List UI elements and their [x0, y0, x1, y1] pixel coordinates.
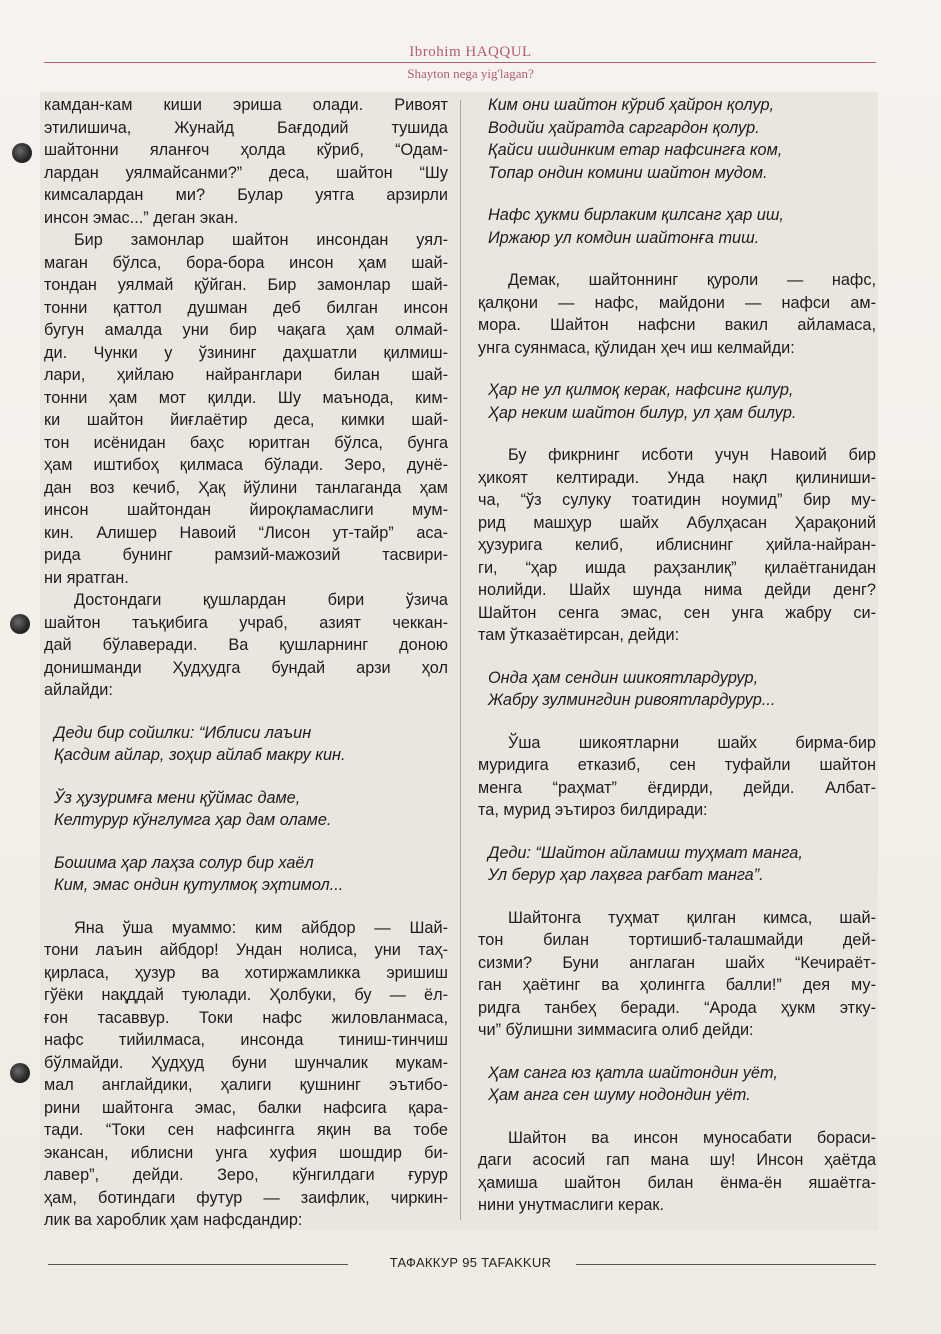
verse-line: Жабру зулмингдин ривоятлардурур...	[488, 691, 776, 709]
text-line: рини шайтонга эмас, балки нафсига қара-	[44, 1098, 448, 1117]
left-column	[44, 94, 448, 1232]
text-line: нолийди. Шайх шунда нима дейди денг?	[478, 581, 876, 599]
text-line: ҳамиша шайтон билан ёнма-ён яшаётга-	[478, 1173, 876, 1192]
verse-line: Қасдим айлар, зоҳир айлаб макру кин.	[54, 746, 346, 764]
verse-stanza	[44, 722, 448, 767]
verse-line: Ул берур ҳар лаҳвга рағбат манга”.	[488, 866, 764, 884]
paragraph	[44, 917, 448, 1232]
text-line: этилишича, Жунайд Бағдодий тушида	[44, 118, 448, 137]
verse-line: Ким они шайтон кўриб ҳайрон қолур,	[488, 96, 775, 114]
text-line: лари, ҳийлаю найранглари билан шай-	[44, 366, 448, 384]
text-line: мал англайдики, ҳалиги қушнинг эътибо-	[44, 1076, 448, 1094]
verse-line: Ҳар неким шайтон билур, ул ҳам билур.	[488, 403, 797, 422]
column-divider	[460, 100, 461, 1220]
verse-line: Ҳам санга юз қатла шайтондин уёт,	[488, 1063, 778, 1082]
text-line: ча, “ўз сулуку тоатидин ноумид” бир му-	[478, 491, 876, 509]
text-line: шайтонни яланғоч ҳолда кўриб, “Одам-	[44, 141, 448, 159]
text-line: Шайтон сенга эмас, сен унга жабру си-	[478, 603, 876, 622]
paragraph	[478, 269, 876, 359]
text-line: бўлмайди. Ҳудҳуд буни шунчалик мукам-	[44, 1053, 448, 1072]
text-line: ғон тасаввур. Токи нафс жиловланмаса,	[44, 1008, 448, 1027]
text-line: нафс тийилмаса, инсонда тиниш-тинчиш	[44, 1031, 448, 1049]
text-line: экансан, иблисни унга хуфия шошдир би-	[44, 1143, 448, 1162]
text-line: нини унутмаслиги керак.	[478, 1196, 665, 1214]
verse-stanza	[478, 379, 876, 424]
text-line: тонни ҳам мот қилди. Шу маънода, ким-	[44, 388, 448, 407]
verse-line: Нафс ҳукми бирлаким қилсанг ҳар иш,	[488, 206, 784, 224]
verse-line: Деди: “Шайтон айламиш туҳмат манга,	[488, 843, 803, 862]
verse-line: Ҳар не ул қилмоқ керак, нафсинг қилур,	[488, 381, 794, 399]
text-line: лардан уялмайсанми?” деса, шайтон “Шу	[44, 163, 448, 182]
header-subtitle: Shayton nega yig'lagan?	[407, 66, 534, 81]
verse-line: Ким, эмас ондин қутулмоқ эҳтимол...	[54, 876, 344, 894]
text-line: Достондаги қушлардан бири ўзича	[74, 591, 448, 609]
verse-line: Келтурур кўнглумга ҳар дам оламе.	[54, 811, 332, 829]
paragraph	[44, 94, 448, 229]
text-line: Бу фикрнинг исботи учун Навоий бир	[508, 446, 876, 464]
text-line: кимсалардан ми? Булар уятга арзирли	[44, 186, 448, 204]
verse-line: Топар ондин комини шайтон мудом.	[488, 163, 768, 182]
text-line: Бир замонлар шайтон инсондан уял-	[74, 231, 448, 249]
text-line: камдан-кам киши эриша олади. Ривоят	[44, 96, 448, 114]
text-line: тади. “Токи сен нафсингга яқин ва тобе	[44, 1121, 448, 1139]
text-line: ҳузурига келиб, иблиснинг ҳийла-найран-	[478, 536, 876, 554]
text-line: та, мурид эътироз билдиради:	[478, 801, 708, 819]
verse-stanza	[478, 204, 876, 249]
binder-hole	[10, 614, 30, 634]
header-author: Ibrohim HAQQUL	[409, 44, 532, 60]
text-line: ҳикоят келтиради. Унда нақл қилиниши-	[478, 468, 876, 487]
text-line: менга “раҳмат” ёғдирди, дейди. Албат-	[478, 778, 876, 797]
verse-stanza	[478, 842, 876, 887]
text-line: Демак, шайтоннинг қуроли — нафс,	[508, 271, 876, 289]
paragraph	[478, 444, 876, 647]
binder-hole	[12, 143, 32, 163]
text-line: ҳам иштибоҳ қилмаса бўлади. Зеро, дунё-	[44, 456, 448, 474]
text-line: ки шайтон йиғлаётир деса, кимки шай-	[44, 411, 448, 429]
text-line: ган ҳаётинг ва ҳолингга балли!” дея му-	[478, 976, 876, 994]
text-line: ҳам, ботиндаги футур — заифлик, чиркин-	[44, 1188, 448, 1207]
paragraph	[478, 732, 876, 822]
text-line: чи” бўлишни зиммасига олиб дейди:	[478, 1021, 754, 1039]
text-line: қирласа, ҳузур ва хотиржамликка эришиш	[44, 963, 448, 982]
text-line: кин. Алишер Навоий “Лисон ут-тайр” аса-	[44, 523, 448, 542]
text-line: Шайтон ва инсон муносабати бораси-	[508, 1128, 876, 1147]
footer-page-number: ТАФАККУР 95 TAFAKKUR	[389, 1255, 552, 1270]
text-line: Шайтонга туҳмат қилган кимса, шай-	[508, 908, 876, 927]
text-line: инсон эмас...” деган экан.	[44, 208, 239, 227]
text-line: тон исёнидан баҳс юритган бўлса, бунга	[44, 433, 448, 452]
text-line: лик ва хароблик ҳам нафсдандир:	[44, 1211, 303, 1229]
verse-line: Бошима ҳар лаҳза солур бир хаёл	[54, 853, 314, 872]
text-line: даги асосий гап мана шу! Инсон ҳаётда	[478, 1151, 876, 1169]
right-column	[478, 94, 876, 1217]
text-line: бугун амалда уни бир чақага ҳам олмай-	[44, 321, 448, 339]
text-line: тон билан тортишиб-талашмайди дей-	[478, 931, 876, 949]
verse-line: Ҳам анга сен шуму нодондин уёт.	[488, 1086, 751, 1104]
verse-line: Ўз ҳузуримға мени қўймас даме,	[54, 788, 301, 807]
text-line: ди. Чунки у ўзининг даҳшатли қилмиш-	[44, 343, 448, 362]
text-line: ридга танбеҳ беради. “Арода ҳукм этку-	[478, 998, 876, 1017]
verse-line: Водийи ҳайратда саргардон қолур.	[488, 118, 760, 137]
text-line: ги, “ҳар ишда раҳзанлиқ” қилаётганидан	[478, 558, 876, 577]
text-line: Ўша шикоятларни шайх бирма-бир	[508, 733, 876, 752]
verse-stanza	[478, 1062, 876, 1107]
verse-line: Деди бир сойилки: “Иблиси лаъин	[54, 723, 312, 742]
text-line: гўёки нақддай туюлади. Ҳолбуки, бу — ёл-	[44, 986, 448, 1004]
text-line: қалқони — нафс, майдони — нафси ам-	[478, 293, 876, 312]
verse-stanza	[44, 852, 448, 897]
text-line: унга суянмаса, қўлидан ҳеч иш келмайди:	[478, 338, 795, 357]
text-line: лавер”, дейди. Зеро, кўнгилдаги ғурур	[44, 1166, 448, 1184]
text-line: дан воз кечиб, Ҳақ йўлини танлаганда ҳам	[44, 478, 448, 497]
text-line: тони лаъин айбдор! Ундан нолиса, уни таҳ-	[44, 941, 448, 959]
paragraph	[478, 1127, 876, 1217]
verse-line: Қайси ишдинким етар нафсингға ком,	[488, 141, 783, 159]
verse-stanza	[478, 94, 876, 184]
binder-hole	[10, 1063, 30, 1083]
header-rule	[44, 62, 876, 63]
text-line: муридига етказиб, сен туфайли шайтон	[478, 756, 876, 774]
text-line: ни яратган.	[44, 568, 129, 587]
verse-line: Онда ҳам сендин шикоятлардурур,	[488, 668, 759, 687]
text-line: айлайди:	[44, 681, 113, 699]
text-line: донишманди Ҳудҳудга бундай арзи ҳол	[44, 658, 448, 677]
text-line: рид машҳур шайх Абулҳасан Ҳарақоний	[478, 513, 876, 532]
verse-stanza	[478, 667, 876, 712]
verse-stanza	[44, 787, 448, 832]
text-line: дай бўлаверади. Ва қушларнинг доною	[44, 636, 448, 654]
text-line: тондан уялмай қўйган. Бир замонлар шай-	[44, 276, 448, 294]
text-line: шайтон таъқибига учраб, азият чеккан-	[44, 613, 448, 632]
paragraph	[44, 229, 448, 589]
text-line: тонни қаттол душман деб билган инсон	[44, 298, 448, 317]
verse-line: Иржаюр ул комдин шайтонға тиш.	[488, 228, 760, 247]
text-line: маган бўлса, бора-бора инсон ҳам шай-	[44, 253, 448, 272]
text-line: сизми? Буни англаган шайх “Кечираёт-	[478, 953, 876, 972]
paragraph	[478, 907, 876, 1042]
text-line: инсон шайтондан йироқламаслиги мум-	[44, 501, 448, 519]
text-line: мора. Шайтон нафсни вакил айламаса,	[478, 316, 876, 334]
text-line: рида бунинг рамзий-мажозий тасвири-	[44, 546, 448, 564]
paragraph	[44, 589, 448, 702]
text-line: там ўтказаётирсан, дейди:	[478, 626, 680, 644]
text-line: Яна ўша муаммо: ким айбдор — Шай-	[74, 918, 448, 937]
